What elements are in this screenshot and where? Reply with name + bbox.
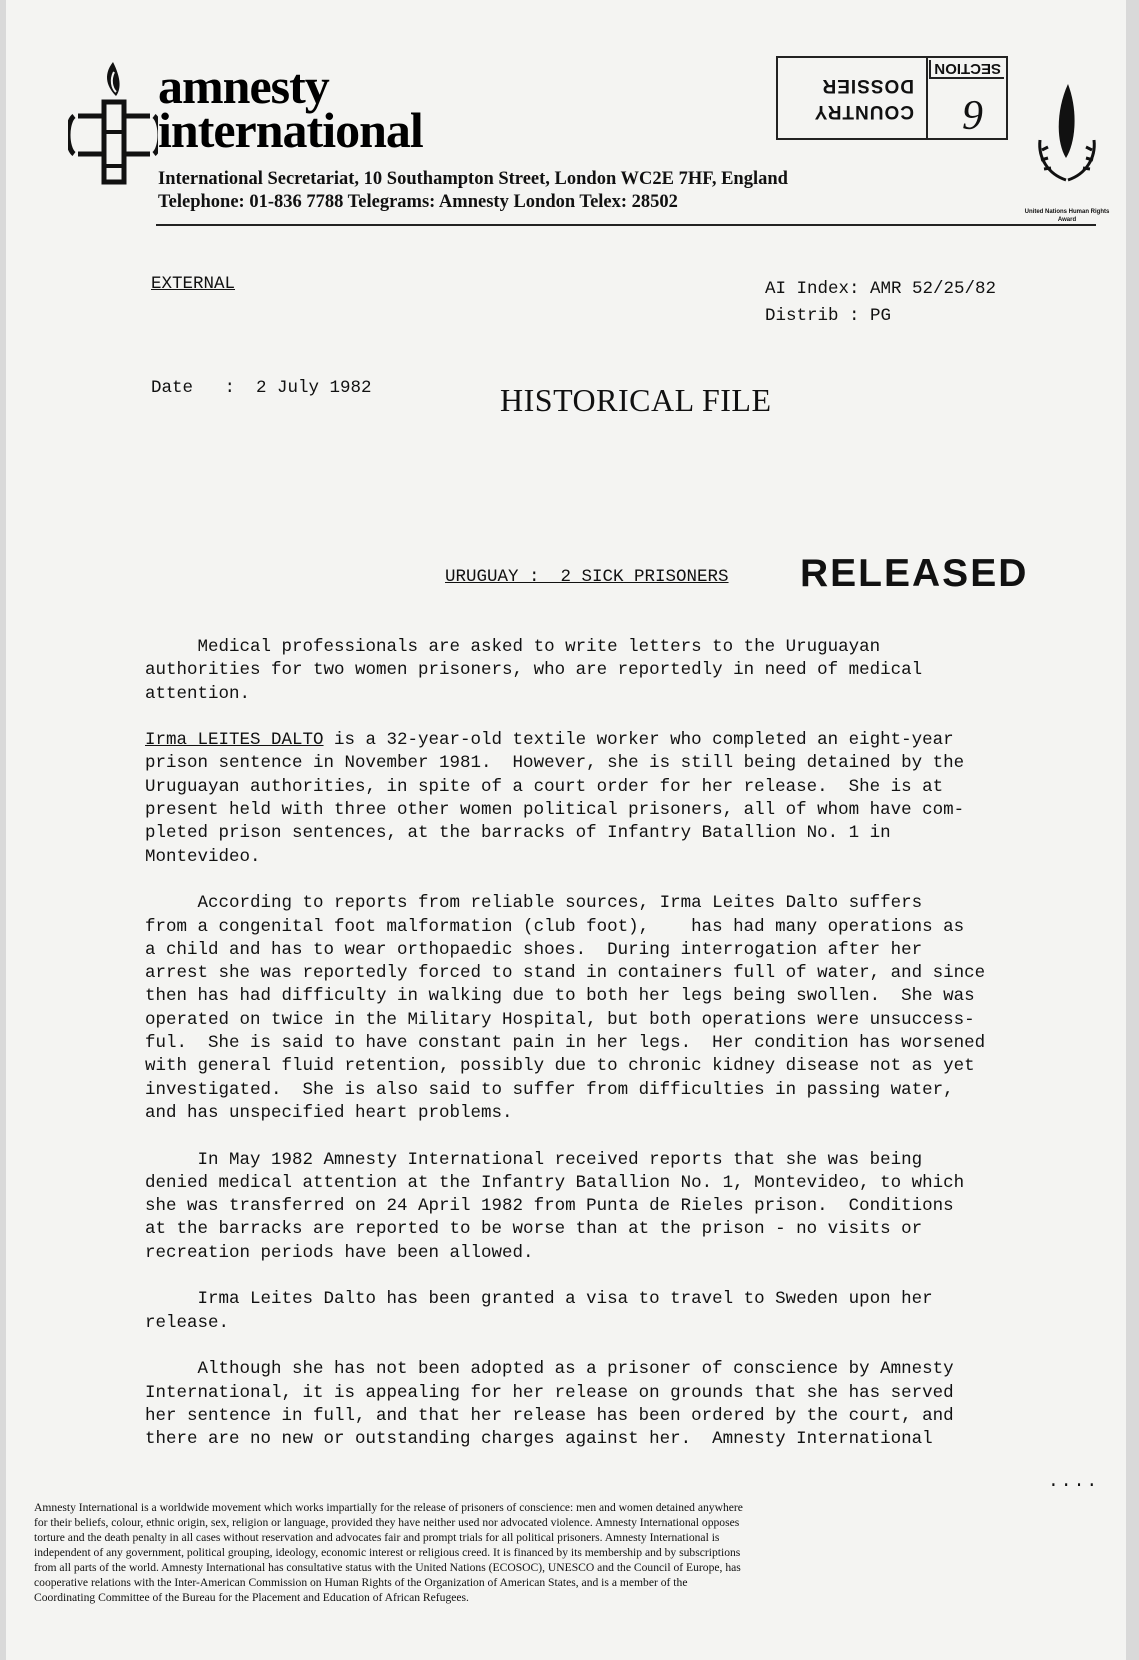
stamp-number-box — [928, 58, 1006, 138]
paragraph-line: investigated. She is also said to suffer from difficulties in passing water, — [145, 1079, 954, 1100]
paragraph-line: In May 1982 Amnesty International received reports that she was being — [145, 1149, 923, 1170]
paragraph-line: Uruguayan authorities, in spite of a court order for her release. She is at — [145, 776, 944, 797]
paragraph-3 — [145, 892, 1070, 1125]
letterhead-address — [158, 168, 788, 214]
paragraph-line: pleted prison sentences, at the barracks of Infantry Batallion No. 1 in — [145, 823, 891, 844]
country-dossier-stamp — [776, 56, 1008, 140]
paragraph-line: from a congenital foot malformation (club foot), has had many operations as — [145, 916, 965, 937]
stamp-section-label: SECTION — [929, 60, 1004, 79]
document-page — [6, 0, 1126, 1660]
footer-statement — [34, 1500, 1109, 1605]
paragraph-line: prison sentence in November 1981. However, she is still being detained by the — [145, 753, 965, 774]
stamp-dossier-label: DOSSIER — [821, 75, 914, 96]
paragraph-line: with general fluid retention, possibly due to chronic kidney disease not as yet — [145, 1056, 975, 1077]
paragraph-line: present held with three other women political prisoners, all of whom have com- — [145, 800, 965, 821]
paragraph-line: release. — [145, 1312, 230, 1333]
paragraph-line: Montevideo. — [145, 846, 261, 867]
paragraph-line: operated on twice in the Military Hospital, but both operations were unsuccess- — [145, 1009, 975, 1030]
external-label: EXTERNAL — [151, 274, 236, 294]
paragraph-line: Although she has not been adopted as a prisoner of conscience by Amnesty — [145, 1359, 954, 1380]
document-title: URUGUAY : 2 SICK PRISONERS — [445, 567, 729, 587]
historical-file-stamp: HISTORICAL FILE — [500, 382, 772, 418]
stamp-number: 6 — [963, 91, 984, 137]
amnesty-candle-logo-icon — [68, 58, 158, 188]
paragraph-line: According to reports from reliable sources, Irma Leites Dalto suffers — [145, 893, 923, 914]
paragraph-line: then has had difficulty in walking due to both her legs being swollen. She was — [145, 986, 975, 1007]
paragraph-line: attention. — [145, 683, 251, 704]
un-award-caption: United Nations Human Rights Award — [1024, 209, 1110, 223]
address-line-1: International Secretariat, 10 Southampton Street, London WC2E 7HF, England — [158, 169, 788, 189]
paragraph-line: her sentence in full, and that her release has been ordered by the court, and — [145, 1405, 954, 1426]
paragraph-line: recreation periods have been allowed. — [145, 1242, 534, 1263]
footer-line: independent of any government, political grouping, ideology, economic interest or religious creed. It is financed by its membership and by subscriptions — [34, 1546, 741, 1559]
stamp-country-label: COUNTRY — [813, 101, 914, 122]
index-block — [765, 276, 996, 330]
paragraph-line: Medical professionals are asked to write letters to the Uruguayan — [145, 637, 881, 657]
un-award-flame-icon — [1032, 80, 1102, 192]
header-divider — [156, 224, 1096, 226]
paragraph-4 — [145, 1149, 1070, 1265]
paragraph-line: a child and has to wear orthopaedic shoes. During interrogation after her — [145, 939, 923, 960]
stamp-label-box — [778, 58, 928, 138]
paragraph-line: at the barracks are reported to be worse than at the prison - no visits or — [145, 1219, 923, 1240]
continuation-dots: .... — [1048, 1472, 1100, 1492]
paragraph-line: International, it is appealing for her release on grounds that she has served — [145, 1382, 954, 1403]
paragraph-line: and has unspecified heart problems. — [145, 1102, 513, 1123]
footer-line: torture and the death penalty in all cases without reservation and advocates fair and prompt trials for all political prisoners. Amnesty International is — [34, 1531, 720, 1544]
paragraph-5 — [145, 1288, 1070, 1335]
paragraph-line: ful. She is said to have constant pain in her legs. Her condition has worsened — [145, 1033, 986, 1054]
paragraph-1 — [145, 636, 1070, 706]
distribution: Distrib : PG — [765, 306, 892, 326]
date-line: Date : 2 July 1982 — [151, 378, 372, 398]
organization-name — [158, 58, 423, 158]
logo-line-1: amnesty — [158, 58, 329, 114]
ai-index: AI Index: AMR 52/25/82 — [765, 279, 997, 299]
address-line-2: Telephone: 01-836 7788 Telegrams: Amnesty London Telex: 28502 — [158, 192, 678, 212]
footer-line: for their beliefs, colour, ethnic origin, sex, religion or language, provided they have neither used nor advocated violence. Amnesty International opposes — [34, 1516, 740, 1529]
paragraph-2 — [145, 729, 1070, 869]
paragraph-line: Irma Leites Dalto has been granted a visa to travel to Sweden upon her — [145, 1289, 933, 1310]
paragraph-line: is a 32-year-old textile worker who completed an eight-year — [323, 730, 954, 751]
released-stamp: RELEASED — [800, 552, 1029, 595]
prisoner-name: Irma LEITES DALTO — [145, 730, 324, 751]
footer-line: Coordinating Committee of the Bureau for the Placement and Education of African Refugees. — [34, 1591, 469, 1604]
paragraph-6 — [145, 1358, 1070, 1451]
footer-line: cooperative relations with the Inter-American Commission on Human Rights of the Organization of American States, and is a member of the — [34, 1576, 688, 1589]
paragraph-line: there are no new or outstanding charges against her. Amnesty International — [145, 1429, 933, 1450]
paragraph-line: she was transferred on 24 April 1982 from Punta de Rieles prison. Conditions — [145, 1196, 954, 1217]
paragraph-line: authorities for two women prisoners, who are reportedly in need of medical — [145, 660, 923, 681]
footer-line: Amnesty International is a worldwide movement which works impartially for the release of prisoners of conscience: men and women detained anywhere — [34, 1501, 743, 1514]
document-body — [145, 636, 1070, 1475]
paragraph-line: arrest she was reportedly forced to stand in containers full of water, and since — [145, 963, 986, 984]
footer-line: from all parts of the world. Amnesty International has consultative status with the United Nations (ECOSOC), UNESCO and the Council of Europe, has — [34, 1561, 741, 1574]
paragraph-line: denied medical attention at the Infantry Batallion No. 1, Montevideo, to which — [145, 1172, 965, 1193]
logo-line-2: international — [158, 102, 423, 158]
